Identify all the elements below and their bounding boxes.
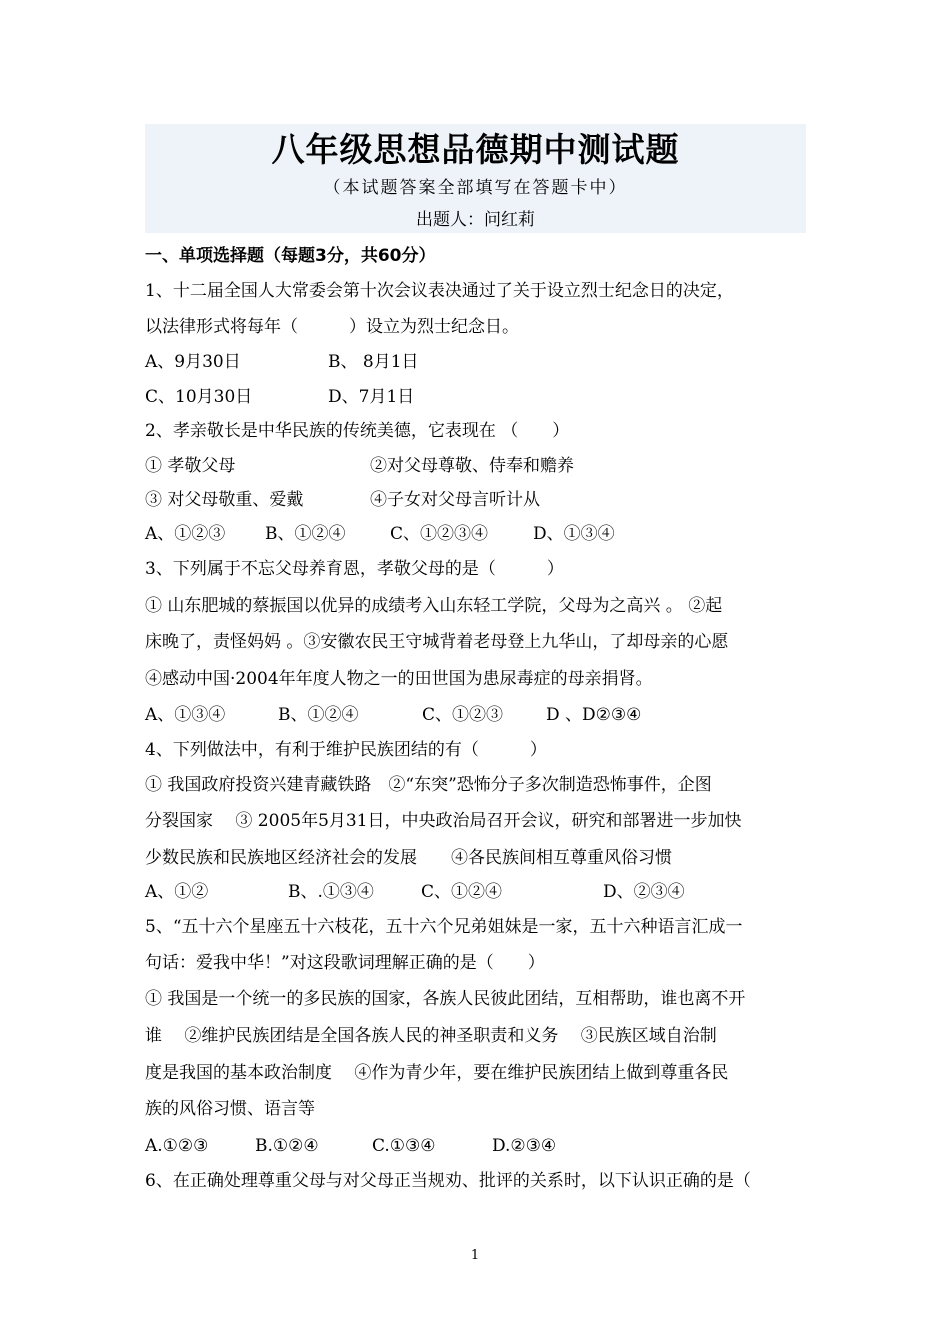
option-b: B、①②④ — [278, 705, 359, 725]
option-a: A、①②③ — [145, 524, 226, 544]
option-d: D.②③④ — [492, 1136, 557, 1156]
author-line: 出题人：问红莉 — [416, 210, 535, 230]
option-d: D 、D②③④ — [546, 705, 642, 725]
section-heading: 一、单项选择题（每题3分，共60分） — [145, 246, 436, 266]
question-1-options-row-1 — [145, 350, 419, 374]
question-5-line-6: 族的风俗习惯、语言等 — [145, 1099, 315, 1119]
item-1: ① 孝敬父母 — [145, 456, 236, 476]
question-2-items-row-1 — [145, 454, 574, 478]
option-a: A、9月30日 — [145, 352, 241, 372]
option-c: C、①②④ — [421, 882, 503, 902]
page-number: 1 — [470, 1248, 480, 1263]
item-4: ④子女对父母言听计从 — [370, 490, 540, 510]
item-2: ②对父母尊敬、侍奉和赡养 — [370, 456, 574, 476]
question-5-line-5: 度是我国的基本政治制度 ④作为青少年，要在维护民族团结上做到尊重各民 — [145, 1063, 729, 1083]
option-b: B、①②④ — [265, 524, 346, 544]
question-2-stem: 2、孝亲敬长是中华民族的传统美德，它表现在 （ ） — [145, 421, 570, 441]
option-d: D、①③④ — [533, 524, 615, 544]
question-1-options-row-2 — [145, 385, 414, 409]
question-3-line-1: ① 山东肥城的蔡振国以优异的成绩考入山东轻工学院，父母为之高兴 。 ②起 — [145, 596, 723, 616]
option-c: C、①②③④ — [390, 524, 489, 544]
question-3-stem: 3、下列属于不忘父母养育恩，孝敬父母的是（ ） — [145, 559, 564, 579]
question-4-stem: 4、下列做法中，有利于维护民族团结的有（ ） — [145, 740, 547, 760]
question-4-options — [145, 880, 685, 904]
option-b: B、.①③④ — [288, 882, 374, 902]
question-6-stem: 6、在正确处理尊重父母与对父母正当规劝、批评的关系时，以下认识正确的是（ — [145, 1171, 751, 1191]
question-5-line-1: 5、“五十六个星座五十六枝花，五十六个兄弟姐妹是一家，五十六种语言汇成一 — [145, 917, 743, 937]
option-c: C、10月30日 — [145, 387, 253, 407]
option-d: D、7月1日 — [328, 387, 415, 407]
option-a: A、①③④ — [145, 705, 226, 725]
page-subtitle: （本试题答案全部填写在答题卡中） — [323, 178, 628, 198]
item-3: ③ 对父母敬重、爱戴 — [145, 490, 304, 510]
page-title: 八年级思想品德期中测试题 — [271, 130, 680, 169]
question-4-line-2: 分裂国家 ③ 2005年5月31日，中央政治局召开会议，研究和部署进一步加快 — [145, 811, 742, 831]
question-1-line-1: 1、十二届全国人大常委会第十次会议表决通过了关于设立烈士纪念日的决定， — [145, 281, 734, 301]
question-3-options — [145, 703, 641, 727]
option-b: B.①②④ — [255, 1136, 319, 1156]
question-2-items-row-2 — [145, 488, 540, 512]
question-4-line-3: 少数民族和民族地区经济社会的发展 ④各民族间相互尊重风俗习惯 — [145, 848, 672, 868]
option-a: A.①②③ — [145, 1136, 209, 1156]
question-5-options — [145, 1134, 556, 1158]
option-c: C.①③④ — [372, 1136, 436, 1156]
question-1-line-2: 以法律形式将每年（ ）设立为烈士纪念日。 — [145, 317, 519, 337]
question-4-line-1: ① 我国政府投资兴建青藏铁路 ②“东突”恐怖分子多次制造恐怖事件，企图 — [145, 775, 712, 795]
option-d: D、②③④ — [603, 882, 685, 902]
option-a: A、①② — [145, 882, 209, 902]
question-3-line-2: 床晚了，责怪妈妈 。③安徽农民王守城背着老母登上九华山，了却母亲的心愿 — [145, 632, 729, 652]
option-b: B、 8月1日 — [328, 352, 419, 372]
question-5-line-2: 句话：爱我中华！”对这段歌词理解正确的是（ ） — [145, 953, 545, 973]
question-5-line-4: 谁 ②维护民族团结是全国各族人民的神圣职责和义务 ③民族区域自治制 — [145, 1026, 717, 1046]
option-c: C、①②③ — [422, 705, 504, 725]
question-3-line-3: ④感动中国·2004年年度人物之一的田世国为患尿毒症的母亲捐肾。 — [145, 669, 653, 689]
question-2-options — [145, 522, 615, 546]
question-5-line-3: ① 我国是一个统一的多民族的国家，各族人民彼此团结，互相帮助，谁也离不开 — [145, 989, 746, 1009]
